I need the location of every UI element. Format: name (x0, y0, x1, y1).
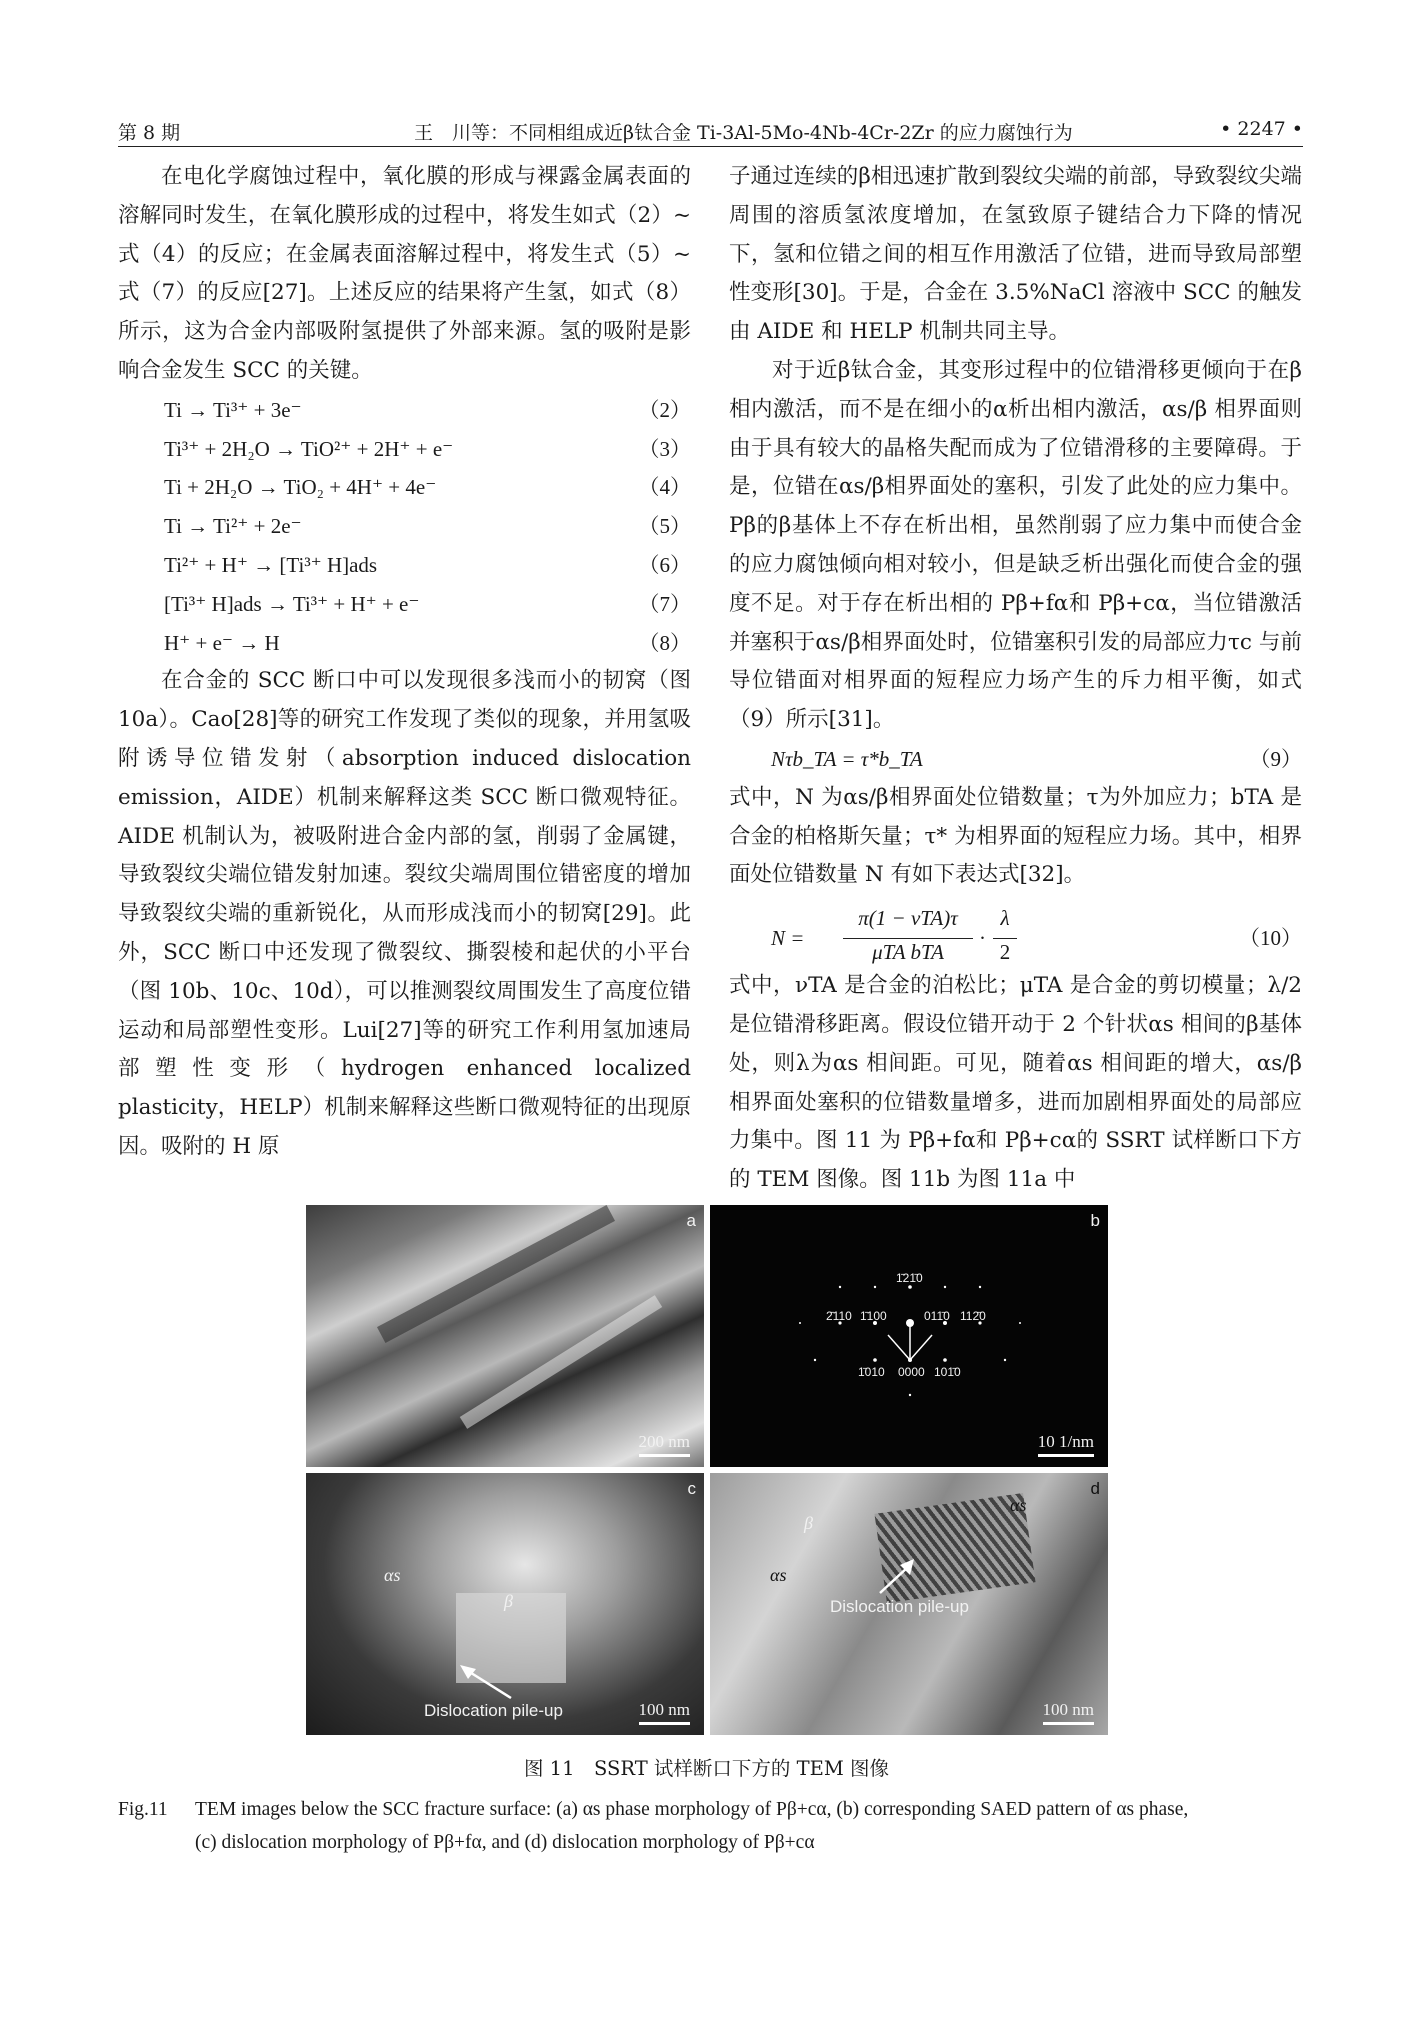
equation-3: Ti³⁺ + 2H₂O → TiO²⁺ + 2H⁺ + e⁻ （3） (164, 436, 691, 461)
saed-pattern (710, 1205, 1108, 1467)
saed-panel-b: 1̄21̄0 2̄110 1̄100 011̄0 112̄0 1̄010 0000 101̄0 b 10 1/nm (710, 1205, 1108, 1467)
equation-7: [Ti³⁺ H]ads → Ti³⁺ + H⁺ + e⁻ （7） (164, 591, 691, 616)
paragraph: 式中，N 为αs/β相界面处位错数量；τ为外加应力；bTA 是合金的柏格斯矢量；τ* 为相界面的短程应力场。其中，相界面处位错数量 N 有如下表达式[32]。 (729, 784, 1302, 888)
paragraph: 在合金的 SCC 断口中可以发现很多浅而小的韧窝（图 10a）。Cao[28]等的研究工作发现了类似的现象，并用氢吸附诱导位错发射（absorption induced dislocation emission，AIDE）机制来解释这类 SCC 断口微观特征。AIDE 机制认为，被吸附进合金内部的氢，削弱了金属键，导致裂纹尖端位错发射加速。裂纹尖端周围位错密度的增加导致裂纹尖端的重新锐化，从而形成浅而小的韧窝[29]。此外，SCC 断口中还发现了微裂纹、撕裂棱和起伏的小平台（图 10b、10c、10d），可以推测裂纹周围发生了高度位错运动和局部塑性变形。Lui[27]等的研究工作利用氢加速局部塑性变形（hydrogen enhanced localized plasticity，HELP）机制来解释这些断口微观特征的出现原因。吸附的 H 原 (118, 668, 691, 1159)
paragraph: 在电化学腐蚀过程中，氧化膜的形成与裸露金属表面的溶解同时发生，在氧化膜形成的过程中，将发生如式（2）~式（4）的反应；在金属表面溶解过程中，将发生式（5）~式（7）的反应[27]。上述反应的结果将产生氢，如式（8）所示，这为合金内部吸附氢提供了外部来源。氢的吸附是影响合金发生 SCC 的关键。 (118, 164, 691, 383)
figure-11 (306, 1205, 1108, 1735)
scale-bar: 100 nm (1043, 1700, 1094, 1725)
panel-label: d (1090, 1479, 1100, 1498)
arrow-icon (870, 1557, 920, 1597)
equation-2: Ti → Ti³⁺ + 3e⁻ （2） (164, 397, 691, 422)
scale-bar: 10 1/nm (1038, 1432, 1094, 1457)
equation-9: Nτb_TA = τ*b_TA （9） (771, 746, 1302, 771)
tem-panel-d: d β αs αs Dislocation pile-up 100 nm (710, 1473, 1108, 1735)
scale-bar: 100 nm (639, 1700, 690, 1725)
equation-8: H⁺ + e⁻ → H （8） (164, 630, 691, 655)
issue-number: 第 8 期 (118, 122, 181, 144)
page-number: • 2247 • (1220, 118, 1303, 140)
running-title: 王 川等：不同相组成近β钛合金 Ti-3Al-5Mo-4Nb-4Cr-2Zr 的应力腐蚀行为 (414, 122, 1073, 144)
paragraph: 对于近β钛合金，其变形过程中的位错滑移更倾向于在β相内激活，而不是在细小的α析出相内激活，αs/β 相界面则由于具有较大的晶格失配而成为了位错滑移的主要障碍。于是，位错在αs/β相界面处的塞积，引发了此处的应力集中。Pβ的β基体上不存在析出相，虽然削弱了应力集中而使合金的应力腐蚀倾向相对较小，但是缺乏析出强化而使合金的强度不足。对于存在析出相的 Pβ+fα和 Pβ+cα，当位错激活并塞积于αs/β相界面处时，位错塞积引发的局部应力τc 与前导位错面对相界面的短程应力场产生的斥力相平衡，如式（9）所示[31]。 (729, 357, 1302, 733)
figure-caption-cn: 图 11 SSRT 试样断口下方的 TEM 图像 (523, 1757, 890, 1780)
annotation-label: Dislocation pile-up (424, 1701, 563, 1720)
figure-caption-en: Fig.11 TEM images below the SCC fracture surface: (a) αs phase morphology of Pβ+cα, (b) corresponding SAED pattern of αs phase, (c) dislocation morphology of Pβ+fα, and (d) dislocation morphology of Pβ+cα (118, 1799, 1189, 1853)
equation-5: Ti → Ti²⁺ + 2e⁻ （5） (164, 514, 691, 539)
annotation-label: Dislocation pile-up (830, 1597, 969, 1616)
panel-label: a (686, 1211, 696, 1230)
running-header (118, 118, 1303, 147)
right-column (729, 158, 1302, 1200)
tem-panel-c: c αs β Dislocation pile-up 100 nm (306, 1473, 704, 1735)
tem-panel-a (306, 1205, 704, 1467)
arrow-icon (456, 1663, 516, 1703)
paragraph: 式中，νTA 是合金的泊松比；μTA 是合金的剪切模量；λ/2 是位错滑移距离。假设位错开动于 2 个针状αs 相间的β基体处，则λ为αs 相间距。可见，随着αs 相间距的增大，αs/β相界面处塞积的位错数量增多，进而加剧相界面处的局部应力集中。图 11 为 Pβ+fα和 Pβ+cα的 SSRT 试样断口下方的 TEM 图像。图 11b 为图 11a 中 (729, 973, 1302, 1193)
equation-10: N = π(1 − νTA)τ μTA bTA · λ 2 （10） (729, 899, 1302, 963)
left-column (118, 158, 691, 1167)
scale-bar: 200 nm (639, 1432, 690, 1457)
panel-label: b (1090, 1211, 1100, 1230)
equation-4: Ti + 2H₂O → TiO₂ + 4H⁺ + 4e⁻ （4） (164, 475, 691, 500)
paragraph: 子通过连续的β相迅速扩散到裂纹尖端的前部，导致裂纹尖端周围的溶质氢浓度增加，在氢致原子键结合力下降的情况下，氢和位错之间的相互作用激活了位错，进而导致局部塑性变形[30]。于是，合金在 3.5%NaCl 溶液中 SCC 的触发由 AIDE 和 HELP 机制共同主导。 (729, 164, 1302, 345)
panel-label: c (687, 1479, 696, 1498)
equation-6: Ti²⁺ + H⁺ → [Ti³⁺ H]ads （6） (164, 552, 691, 577)
